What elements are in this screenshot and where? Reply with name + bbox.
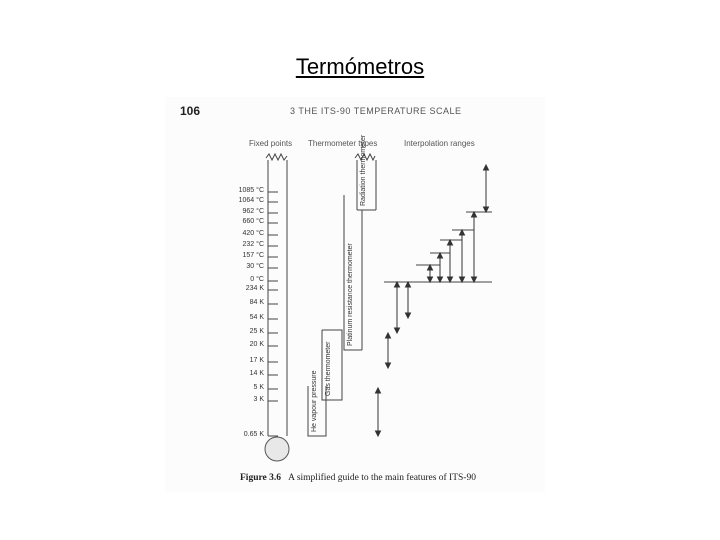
fixed-point-label: 54 K [249, 314, 264, 321]
column-head-interpolation-ranges: Interpolation ranges [404, 139, 475, 148]
fixed-point-label: 1085 °C [238, 187, 264, 194]
fixed-point-label: 30 °C [246, 263, 264, 270]
fixed-point-label: 420 °C [242, 230, 264, 237]
arrowhead [428, 277, 433, 282]
slide-title: Termómetros [295, 54, 425, 79]
arrowhead [395, 282, 400, 287]
fixed-point-label: 25 K [249, 328, 264, 335]
fixed-point-label: 84 K [249, 299, 264, 306]
arrowhead [448, 240, 453, 245]
gas-thermometer-label: Gas thermometer [325, 341, 332, 396]
arrowhead [386, 363, 391, 368]
helium-vapour-label: He vapour pressure [311, 370, 318, 432]
arrowhead [376, 431, 381, 436]
arrowhead [376, 388, 381, 393]
arrowhead [484, 165, 489, 170]
fixed-point-label: 20 K [249, 341, 264, 348]
arrowhead [472, 277, 477, 282]
arrowhead [484, 207, 489, 212]
arrowhead [406, 282, 411, 287]
arrowhead [438, 277, 443, 282]
thermometer-stem [268, 160, 287, 436]
fixed-point-label: 17 K [249, 357, 264, 364]
arrowhead [460, 277, 465, 282]
fixed-point-label: 232 °C [242, 241, 264, 248]
fixed-point-label: 157 °C [242, 252, 264, 259]
fixed-point-label: 660 °C [242, 218, 264, 225]
fixed-point-label: 234 K [245, 285, 264, 292]
figure-caption-label: Figure 3.6 [240, 473, 281, 483]
fixed-point-label: 0.65 K [243, 431, 264, 438]
radiation-thermometer-label: Radiation thermometer [360, 134, 367, 206]
fixed-point-label: 1064 °C [238, 197, 264, 204]
arrowhead [460, 230, 465, 235]
fixed-point-label: 5 K [253, 384, 264, 391]
arrowhead [428, 265, 433, 270]
fixed-point-label: 3 K [253, 396, 264, 403]
arrowhead [386, 333, 391, 338]
page-number: 106 [180, 104, 201, 118]
platinum-thermometer-label: Platinum resistance thermometer [347, 243, 354, 346]
arrowhead [472, 212, 477, 217]
figure-caption [240, 473, 476, 483]
figure-caption-text: A simplified guide to the main features of ITS-90 [288, 473, 476, 483]
break-mark-fixed [266, 154, 287, 160]
column-head-thermometer-types: Thermometer types [308, 139, 378, 148]
arrowhead [406, 313, 411, 318]
arrowhead [395, 328, 400, 333]
column-head-fixed-points: Fixed points [249, 139, 293, 148]
fixed-point-label: 962 °C [242, 208, 264, 215]
thermometer-bulb [265, 437, 289, 461]
fixed-point-label: 14 K [249, 370, 264, 377]
fixed-point-label: 0 °C [250, 276, 264, 283]
arrowhead [448, 277, 453, 282]
running-header: 3 THE ITS-90 TEMPERATURE SCALE [290, 106, 462, 116]
arrowhead [438, 253, 443, 258]
